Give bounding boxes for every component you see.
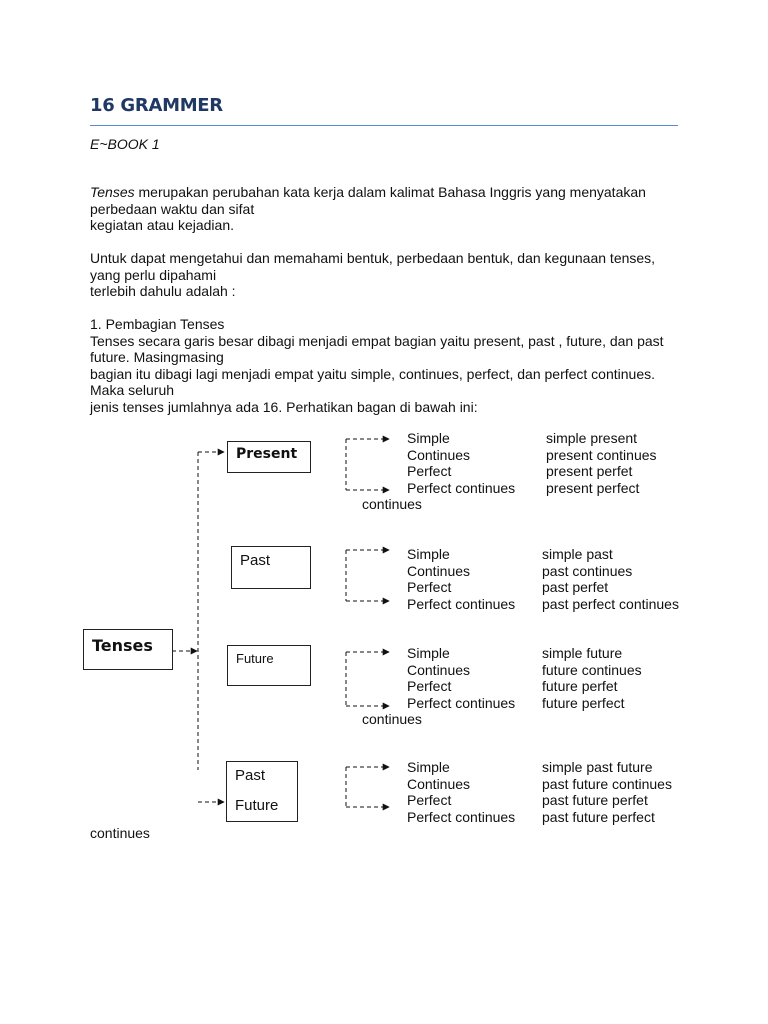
tense-name: future continues: [542, 661, 642, 678]
tenses-root-box: [83, 629, 173, 670]
ebook-label: E~BOOK 1: [90, 136, 160, 152]
para3-line1: 1. Pembagian Tenses: [90, 316, 225, 332]
paragraph-division: [90, 316, 690, 415]
tense-name: future perfect: [542, 694, 625, 711]
para3-line3: future. Masingmasing: [90, 349, 224, 365]
title-divider: [90, 125, 678, 126]
past-label: Past: [240, 552, 271, 569]
para3-line6: jenis tenses jumlahnya ada 16. Perhatikan bagan di bawah ini:: [90, 398, 478, 415]
aspect-item: Simple: [407, 759, 450, 775]
para3-line2: Tenses secara garis besar dibagi menjadi empat bagian yaitu present, past , future, dan past: [90, 332, 664, 349]
para2-line2: yang perlu dipahami: [90, 266, 217, 283]
paragraph-intro: [90, 250, 690, 300]
present-overflow-text: continues: [362, 496, 422, 512]
tense-name: present perfet: [546, 463, 633, 479]
present-tense-names: [546, 430, 657, 496]
tense-name: past future continues: [542, 775, 672, 792]
aspect-item: Perfect continues: [407, 808, 516, 825]
tense-name: simple past: [542, 546, 613, 562]
past-future-box: [226, 761, 298, 822]
present-aspects-list: [407, 430, 515, 496]
aspect-item: Continues: [407, 446, 471, 463]
past-future-label-line1: Past: [235, 767, 266, 784]
aspect-item: Perfect continues: [407, 479, 516, 496]
future-box: [227, 645, 311, 686]
aspect-item: Perfect: [407, 792, 452, 808]
aspect-item: Simple: [407, 546, 450, 562]
tense-name: past future perfect: [542, 808, 655, 825]
aspect-item: Perfect: [407, 579, 452, 595]
aspect-item: Simple: [407, 645, 450, 661]
tense-name: simple future: [542, 645, 623, 661]
past-future-aspects-list: [407, 759, 515, 825]
past-future-label-line2: Future: [235, 797, 279, 814]
present-box: [227, 441, 311, 473]
past-future-tense-names: [542, 759, 672, 825]
para3-line5: Maka seluruh: [90, 382, 175, 398]
tense-name: past future perfet: [542, 792, 648, 808]
aspect-item: Continues: [407, 562, 471, 579]
para2-line1: Untuk dapat mengetahui dan memahami bentuk, perbedaan bentuk, dan kegunaan tenses,: [90, 250, 656, 266]
aspect-item: Continues: [407, 661, 471, 678]
future-label: Future: [236, 651, 274, 666]
past-box: [231, 546, 311, 589]
para2-line3: terlebih dahulu adalah :: [90, 283, 236, 299]
page-title: 16 GRAMMER: [90, 95, 223, 116]
tense-name: past perfect continues: [542, 595, 679, 612]
tense-name: present perfect: [546, 479, 640, 496]
tense-name: future perfet: [542, 678, 618, 694]
future-tense-names: [542, 645, 642, 711]
para3-line4: bagian itu dibagi lagi menjadi empat yaitu simple, continues, perfect, dan perfect continues.: [90, 365, 656, 382]
paragraph-definition: [90, 184, 690, 234]
para1-line1: merupakan perubahan kata kerja dalam kalimat Bahasa Inggris yang menyatakan: [138, 184, 646, 200]
future-aspects-list: [407, 645, 515, 711]
present-label: Present: [236, 446, 298, 462]
term-tenses: Tenses: [90, 184, 135, 200]
trailing-continues-text: continues: [90, 825, 150, 841]
tense-name: present continues: [546, 446, 657, 463]
past-tense-names: [542, 546, 679, 612]
tenses-root-label: Tenses: [92, 636, 153, 655]
tense-name: simple past future: [542, 759, 653, 775]
tense-name: past perfet: [542, 579, 609, 595]
para1-line3: kegiatan atau kejadian.: [90, 217, 234, 233]
tense-name: simple present: [546, 430, 638, 446]
aspect-item: Perfect: [407, 463, 452, 479]
aspect-item: Perfect continues: [407, 595, 516, 612]
tense-name: past continues: [542, 562, 633, 579]
future-overflow-text: continues: [362, 711, 422, 727]
aspect-item: Perfect continues: [407, 694, 516, 711]
aspect-item: Continues: [407, 775, 471, 792]
para1-line2: perbedaan waktu dan sifat: [90, 200, 255, 217]
past-aspects-list: [407, 546, 515, 612]
aspect-item: Perfect: [407, 678, 452, 694]
aspect-item: Simple: [407, 430, 450, 446]
